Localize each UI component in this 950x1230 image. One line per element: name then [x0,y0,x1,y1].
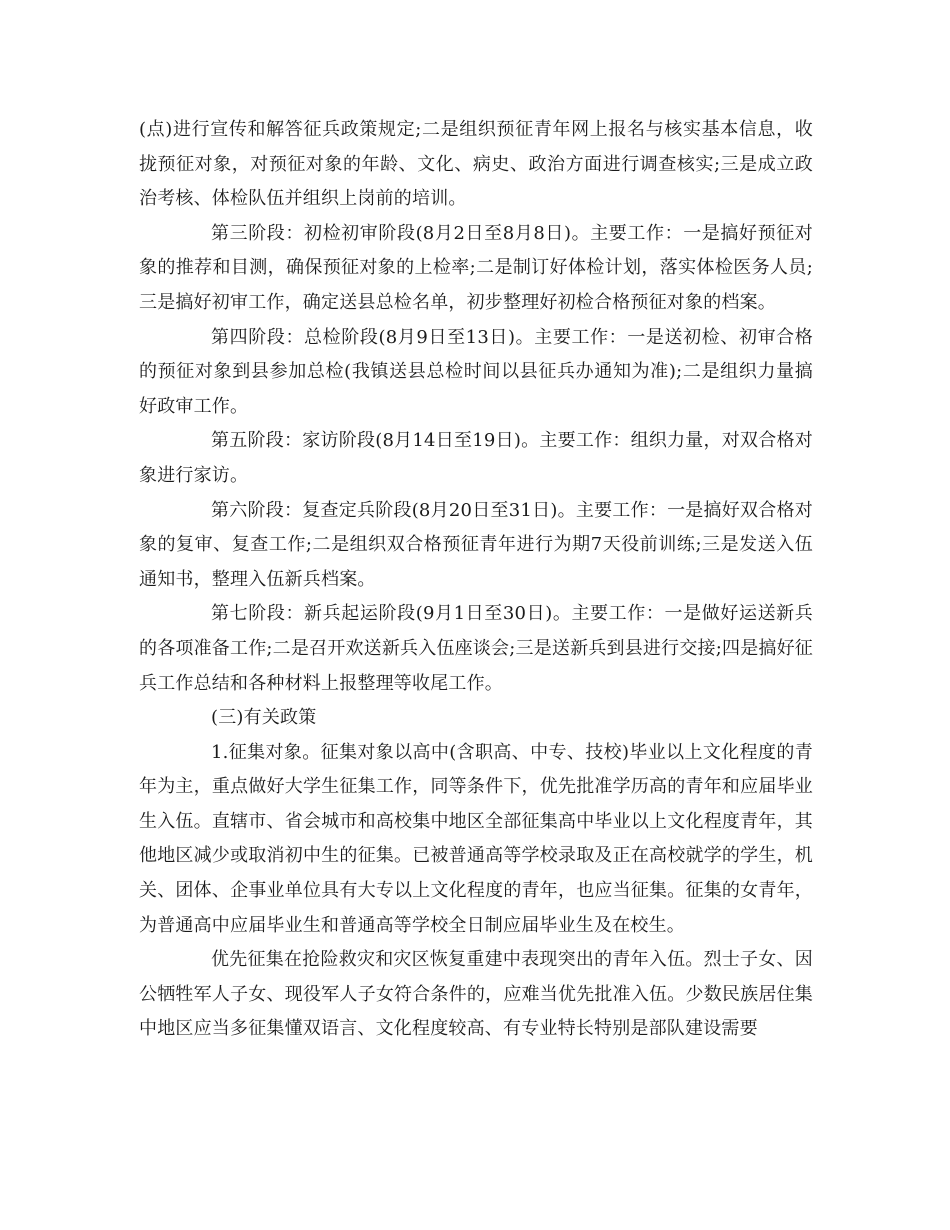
section-heading-policies: (三)有关政策 [211,707,317,729]
paragraph-6: 第七阶段：新兵起运阶段(9月1日至30日)。主要工作：一是做好运送新兵的各项准备工作;二是召开欢送新兵入伍座谈会;三是送新兵到县进行交接;四是搞好征兵工作总结和各种材料上报整理等收尾工作。 [139,603,813,694]
paragraph-5: 第六阶段：复查定兵阶段(8月20日至31日)。主要工作：一是搞好双合格对象的复审、复查工作;二是组织双合格预征青年进行为期7天役前训练;三是发送入伍通知书，整理入伍新兵档案。 [139,499,813,590]
document-body [139,113,813,1047]
paragraph-2: 第三阶段：初检初审阶段(8月2日至8月8日)。主要工作：一是搞好预征对象的推荐和目测，确保预征对象的上检率;二是制订好体检计划，落实体检医务人员;三是搞好初审工作，确定送县总检名单，初步整理好初检合格预征对象的档案。 [139,222,813,313]
paragraph-8: 优先征集在抢险救灾和灾区恢复重建中表现突出的青年入伍。烈士子女、因公牺牲军人子女、现役军人子女符合条件的，应难当优先批准入伍。少数民族居住集中地区应当多征集懂双语言、文化程度较高、有专业特长特别是部队建设需要 [139,949,813,1040]
paragraph-3: 第四阶段：总检阶段(8月9日至13日)。主要工作：一是送初检、初审合格的预征对象到县参加总检(我镇送县总检时间以县征兵办通知为准);二是组织力量搞好政审工作。 [139,326,813,417]
paragraph-4: 第五阶段：家访阶段(8月14日至19日)。主要工作：组织力量，对双合格对象进行家访。 [139,430,813,486]
paragraph-7: 1.征集对象。征集对象以高中(含职高、中专、技校)毕业以上文化程度的青年为主，重点做好大学生征集工作，同等条件下，优先批准学历高的青年和应届毕业生入伍。直辖市、省会城市和高校集中地区全部征集高中毕业以上文化程度青年，其他地区减少或取消初中生的征集。已被普通高等学校录取及正在高校就学的学生，机关、团体、企事业单位具有大专以上文化程度的青年，也应当征集。征集的女青年，为普通高中应届毕业生和普通高等学校全日制应届毕业生及在校生。 [139,741,813,936]
paragraph-1: (点)进行宣传和解答征兵政策规定;二是组织预征青年网上报名与核实基本信息，收拢预征对象，对预征对象的年龄、文化、病史、政治方面进行调查核实;三是成立政治考核、体检队伍并组织上岗前的培训。 [139,119,813,210]
